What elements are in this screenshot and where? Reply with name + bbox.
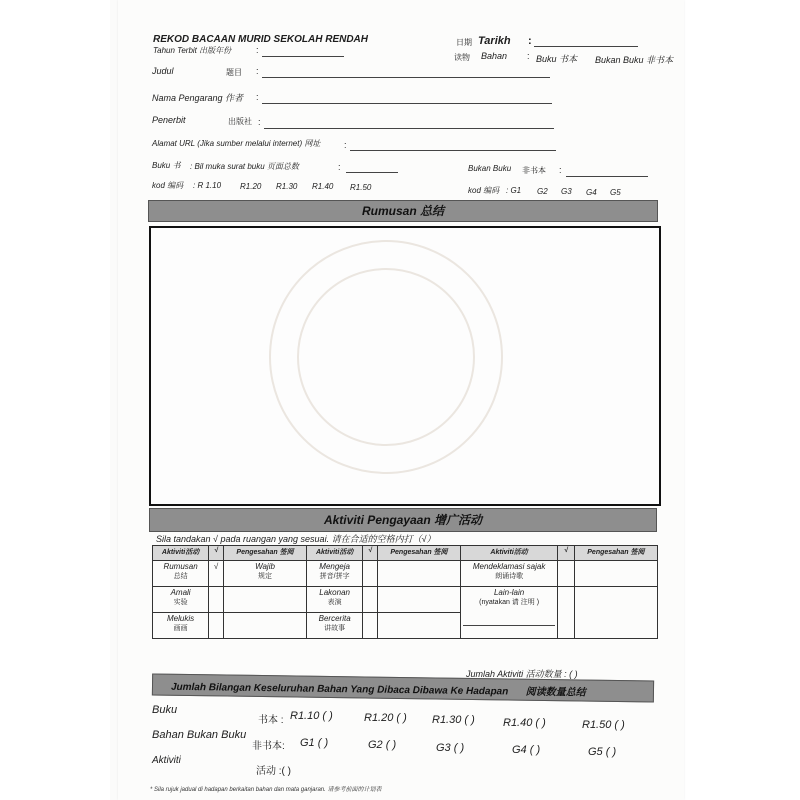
nama-pengarang-label: Nama Pengarang 作者 xyxy=(152,93,244,103)
kod-bukan-option[interactable]: G3 xyxy=(561,187,572,196)
pengesahan-cell[interactable] xyxy=(377,613,460,639)
jumlah-bukan-code[interactable]: G3 ( ) xyxy=(436,742,465,754)
activity-cell-melukis: Melukis 画画 xyxy=(153,613,209,639)
tahun-terbit-label: Tahun Terbit 出版年份 xyxy=(153,46,232,55)
bahan-label: Bahan xyxy=(481,51,508,61)
tarikh-input-line[interactable] xyxy=(534,46,638,47)
penerbit-colon: : xyxy=(258,117,261,127)
bahan-option-buku[interactable]: Buku 书本 xyxy=(536,54,578,64)
kod-bukan-option[interactable]: G2 xyxy=(537,187,548,196)
aktiviti-pengayaan-header xyxy=(149,508,657,532)
form-title: REKOD BACAAN MURID SEKOLAH RENDAH xyxy=(153,34,368,45)
col-header-tick: √ xyxy=(558,546,575,561)
kod-buku-label: kod 编码 xyxy=(152,181,184,190)
tarikh-colon: : xyxy=(528,35,532,47)
col-header-tick: √ xyxy=(209,546,224,561)
penerbit-cn-label: 出版社 xyxy=(228,117,252,126)
jumlah-buku-cn-label: 书本 : xyxy=(258,715,284,726)
tick-cell[interactable]: √ xyxy=(209,561,224,587)
col-header-pengesahan: Pengesahan 签阅 xyxy=(223,546,306,561)
bukan-buku-label: Bukan Buku xyxy=(468,164,512,173)
jumlah-bukan-cn-label: 非书本: xyxy=(252,741,285,752)
rumusan-title: Rumusan 总结 xyxy=(361,204,444,218)
pengesahan-cell[interactable] xyxy=(223,613,306,639)
kod-buku-option[interactable]: R1.50 xyxy=(350,183,372,192)
nama-pengarang-input-line[interactable] xyxy=(262,103,552,104)
jumlah-bilangan-title: Jumlah Bilangan Keseluruhan Bahan Yang Dibaca Dibawa Ke Hadapan xyxy=(170,681,509,698)
activity-cell-mengeja: Mengeja 拼音/拼字 xyxy=(307,561,363,587)
kod-bukan-option[interactable]: G5 xyxy=(610,188,621,197)
alamat-url-colon: : xyxy=(344,140,347,150)
jumlah-bilangan-title-cn: 阅读数量总结 xyxy=(525,686,586,699)
kod-bukan-label: kod 编码 xyxy=(468,186,500,195)
jumlah-bukan-code[interactable]: G2 ( ) xyxy=(368,739,397,751)
aktiviti-instruction: Sila tandakan √ pada ruangan yang sesuai. 请在合适的空格内打（√） xyxy=(156,534,436,544)
bahan-cn-label: 读物 xyxy=(454,53,470,62)
jumlah-bukan-label: Bahan Bukan Buku xyxy=(152,729,247,741)
tick-cell[interactable] xyxy=(558,561,575,587)
kod-buku-option[interactable]: R1.20 xyxy=(240,182,262,191)
jumlah-buku-code[interactable]: R1.40 ( ) xyxy=(503,717,546,729)
pengesahan-cell[interactable] xyxy=(377,561,460,587)
kod-buku-option[interactable]: R1.30 xyxy=(276,182,298,191)
col-header-aktiviti: Aktiviti活动 xyxy=(153,546,209,561)
jumlah-bukan-code[interactable]: G5 ( ) xyxy=(588,746,617,758)
jumlah-buku-label: Buku xyxy=(152,704,178,716)
jumlah-buku-code[interactable]: R1.10 ( ) xyxy=(290,710,333,722)
col-header-pengesahan: Pengesahan 签阅 xyxy=(377,546,460,561)
pengesahan-cell[interactable] xyxy=(574,587,657,639)
school-seal-watermark-inner xyxy=(297,268,475,446)
jumlah-aktiviti-label: Aktiviti xyxy=(152,755,181,766)
jumlah-aktiviti[interactable]: Jumlah Aktiviti 活动数量 : ( ) xyxy=(466,669,578,679)
rumusan-textarea[interactable] xyxy=(149,226,661,506)
activity-cell-bercerita: Bercerita 讲故事 xyxy=(307,613,363,639)
tarikh-cn-label: 日期 xyxy=(456,38,472,47)
tick-cell[interactable] xyxy=(558,587,575,639)
penerbit-label: Penerbit xyxy=(152,115,186,125)
jumlah-bukan-code[interactable]: G1 ( ) xyxy=(300,737,329,749)
bukan-buku-cn-label: 非书本 xyxy=(522,166,546,175)
judul-input-line[interactable] xyxy=(262,77,550,78)
activity-cell-amali: Amali 实验 xyxy=(153,587,209,613)
buku-label: Buku 书 xyxy=(152,161,181,170)
bukan-buku-colon: : xyxy=(559,165,562,175)
col-header-aktiviti: Aktiviti活动 xyxy=(461,546,558,561)
bahan-colon: : xyxy=(527,51,530,61)
tick-cell[interactable] xyxy=(209,587,224,613)
jumlah-buku-code[interactable]: R1.30 ( ) xyxy=(432,714,475,726)
kod-bukan-option[interactable]: : G1 xyxy=(506,186,522,195)
judul-label: Judul xyxy=(152,66,174,76)
col-header-pengesahan: Pengesahan 签阅 xyxy=(574,546,657,561)
nama-pengarang-colon: : xyxy=(256,92,259,102)
aktiviti-pengayaan-title: Aktiviti Pengayaan 增广活动 xyxy=(323,513,483,527)
tahun-terbit-input-line[interactable] xyxy=(262,56,344,57)
tick-cell[interactable] xyxy=(363,613,378,639)
activity-cell-lain-lain: Lain-lain (nyatakan 请 注明 ) xyxy=(461,587,558,639)
footer-note: * Sila rujuk jadual di hadapan berkaitan bahan dan mata ganjaran. 请参考前面的计划表 xyxy=(150,787,382,793)
col-header-aktiviti: Aktiviti活动 xyxy=(307,546,363,561)
table-row xyxy=(153,587,658,613)
tahun-terbit-colon: : xyxy=(256,45,259,55)
aktiviti-table xyxy=(152,545,658,639)
bukan-buku-input-line[interactable] xyxy=(566,176,648,177)
pengesahan-cell[interactable] xyxy=(377,587,460,613)
kod-bukan-option[interactable]: G4 xyxy=(586,188,597,197)
bil-muka-input-line[interactable] xyxy=(346,172,398,173)
jumlah-aktiviti-count[interactable]: 活动 :( ) xyxy=(256,766,291,777)
jumlah-buku-code[interactable]: R1.20 ( ) xyxy=(364,712,407,724)
alamat-url-input-line[interactable] xyxy=(350,150,556,151)
activity-cell-mendeklamasi: Mendeklamasi sajak 朗诵诗歌 xyxy=(461,561,558,587)
alamat-url-label: Alamat URL (Jika sumber melalui internet) 网址 xyxy=(152,139,321,148)
bil-muka-surat-label: : Bil muka surat buku 页面总数 xyxy=(190,162,299,171)
col-header-tick: √ xyxy=(363,546,378,561)
table-header-row xyxy=(153,546,658,561)
pengesahan-cell[interactable] xyxy=(574,561,657,587)
judul-cn-label: 题目 xyxy=(226,68,242,77)
lain-lain-input-line[interactable] xyxy=(463,617,555,626)
tick-cell[interactable] xyxy=(363,587,378,613)
rumusan-header xyxy=(148,200,658,222)
wajib-cell: Wajib 规定 xyxy=(223,561,306,587)
bahan-option-bukan-buku[interactable]: Bukan Buku 非书本 xyxy=(595,55,674,65)
jumlah-buku-code[interactable]: R1.50 ( ) xyxy=(582,719,625,731)
judul-colon: : xyxy=(256,66,259,76)
tick-cell[interactable] xyxy=(363,561,378,587)
kod-buku-option[interactable]: R1.40 xyxy=(312,182,334,191)
tick-cell[interactable] xyxy=(209,613,224,639)
tarikh-label: Tarikh xyxy=(478,35,511,47)
kod-buku-option[interactable]: : R 1.10 xyxy=(193,181,222,190)
pengesahan-cell[interactable] xyxy=(223,587,306,613)
bil-muka-colon: : xyxy=(338,162,341,172)
penerbit-input-line[interactable] xyxy=(264,128,554,129)
activity-cell-lakonan: Lakonan 表演 xyxy=(307,587,363,613)
table-row xyxy=(153,561,658,587)
jumlah-bukan-code[interactable]: G4 ( ) xyxy=(512,744,541,756)
activity-cell-rumusan: Rumusan 总结 xyxy=(153,561,209,587)
